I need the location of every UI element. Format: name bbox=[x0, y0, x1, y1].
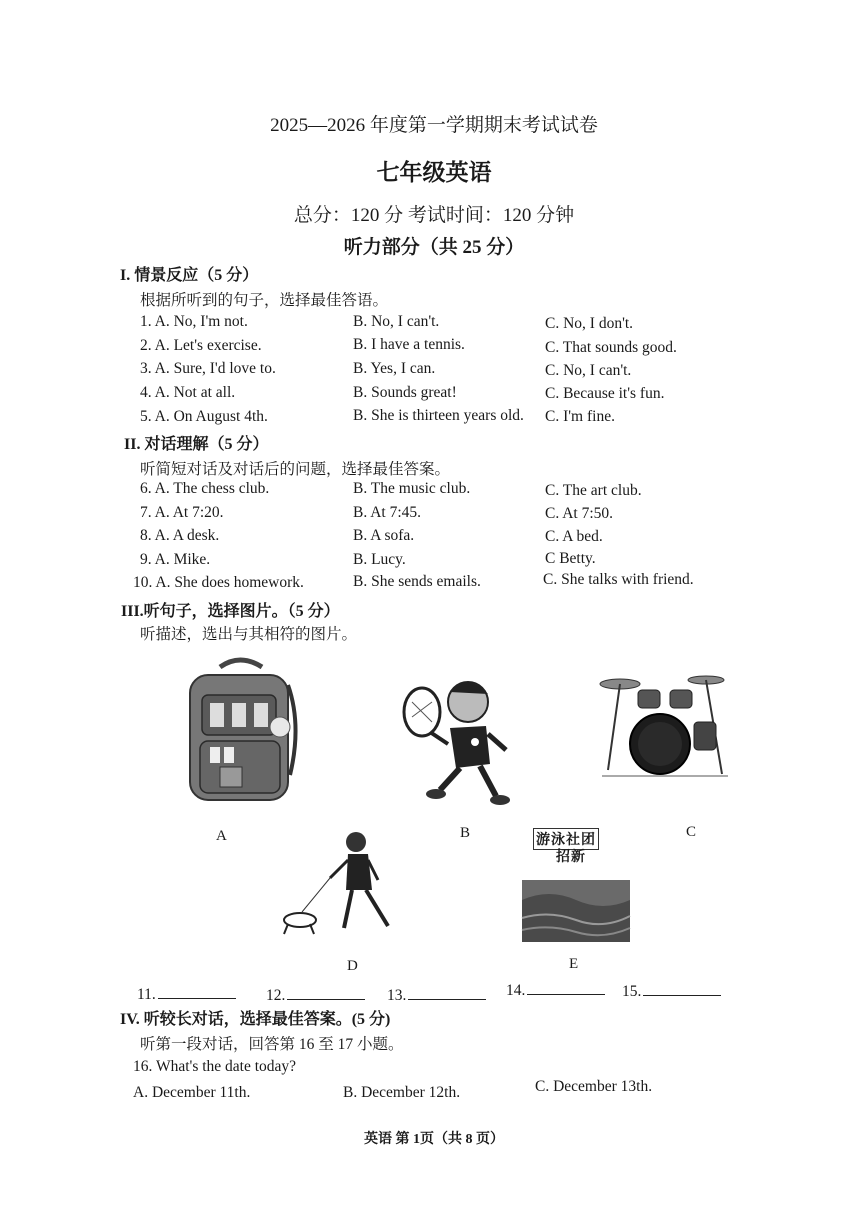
q16-question: 16. What's the date today? bbox=[133, 1058, 297, 1075]
section-1-instruction: 根据所听到的句子，选择最佳答语。 bbox=[140, 292, 389, 309]
q2-option-b: B. I have a tennis. bbox=[353, 336, 465, 353]
picture-label-e: E bbox=[569, 956, 579, 972]
q16-option-b: B. December 12th. bbox=[343, 1084, 461, 1101]
q9-option-c: C Betty. bbox=[545, 550, 596, 567]
backpack-picture bbox=[180, 655, 305, 805]
blank-number: 15. bbox=[622, 983, 642, 1000]
q5-option-c: C. I'm fine. bbox=[545, 408, 615, 425]
section-4-instruction: 听第一段对话，回答第 16 至 17 小题。 bbox=[140, 1036, 404, 1053]
q5-option-a: 5. A. On August 4th. bbox=[140, 408, 268, 425]
q7-option-b: B. At 7:45. bbox=[353, 504, 422, 521]
answer-blank-15[interactable] bbox=[622, 981, 721, 1001]
q1-option-b: B. No, I can't. bbox=[353, 313, 440, 330]
poster-title: 游泳社团 bbox=[533, 828, 599, 850]
blank-line bbox=[643, 981, 721, 996]
section-3-heading: III.听句子，选择图片。（5 分） bbox=[121, 603, 340, 620]
blank-line bbox=[527, 980, 605, 995]
blank-line bbox=[287, 985, 365, 1000]
section-2-heading: II. 对话理解（5 分） bbox=[124, 436, 269, 453]
picture-label-a: A bbox=[216, 828, 227, 844]
q7-option-c: C. At 7:50. bbox=[545, 505, 614, 522]
q4-option-c: C. Because it's fun. bbox=[545, 385, 665, 402]
blank-line bbox=[408, 985, 486, 1000]
q6-option-a: 6. A. The chess club. bbox=[140, 480, 270, 497]
poster-subtitle: 招新 bbox=[556, 849, 586, 865]
section-2-instruction: 听简短对话及对话后的问题，选择最佳答案。 bbox=[140, 461, 451, 478]
drum-kit-picture bbox=[598, 670, 733, 785]
page-footer: 英语 第 1页（共 8 页） bbox=[364, 1132, 504, 1147]
q8-option-b: B. A sofa. bbox=[353, 527, 415, 544]
q6-option-b: B. The music club. bbox=[353, 480, 471, 497]
blank-number: 13. bbox=[387, 987, 407, 1004]
answer-blank-13[interactable] bbox=[387, 985, 486, 1005]
q2-option-a: 2. A. Let's exercise. bbox=[140, 337, 262, 354]
swimming-pool-picture bbox=[522, 880, 630, 942]
section-3-instruction: 听描述，选出与其相符的图片。 bbox=[140, 626, 358, 643]
q1-option-c: C. No, I don't. bbox=[545, 315, 634, 332]
q2-option-c: C. That sounds good. bbox=[545, 339, 677, 356]
walking-dog-picture bbox=[278, 828, 408, 943]
picture-label-b: B bbox=[460, 825, 471, 841]
q16-option-c: C. December 13th. bbox=[535, 1078, 653, 1095]
q10-option-c: C. She talks with friend. bbox=[543, 571, 694, 588]
answer-blank-11[interactable] bbox=[137, 984, 236, 1004]
q8-option-c: C. A bed. bbox=[545, 528, 603, 545]
q6-option-c: C. The art club. bbox=[545, 482, 642, 499]
q3-option-c: C. No, I can't. bbox=[545, 362, 632, 379]
answer-blank-14[interactable] bbox=[506, 980, 605, 1000]
q9-option-a: 9. A. Mike. bbox=[140, 551, 211, 568]
blank-number: 12. bbox=[266, 987, 286, 1004]
q7-option-a: 7. A. At 7:20. bbox=[140, 504, 224, 521]
q16-option-a: A. December 11th. bbox=[133, 1084, 251, 1101]
subject-title: 七年级英语 bbox=[376, 160, 492, 185]
listening-part-title: 听力部分（共 25 分） bbox=[343, 237, 525, 258]
section-4-heading: IV. 听较长对话，选择最佳答案。(5 分) bbox=[120, 1011, 391, 1028]
score-time-line: 总分：120 分 考试时间：120 分钟 bbox=[293, 205, 575, 226]
q10-option-b: B. She sends emails. bbox=[353, 573, 481, 590]
blank-line bbox=[158, 984, 236, 999]
q4-option-b: B. Sounds great! bbox=[353, 384, 457, 401]
q5-option-b: B. She is thirteen years old. bbox=[353, 407, 524, 424]
exam-title: 2025—2026 年度第一学期期末考试试卷 bbox=[270, 115, 598, 136]
blank-number: 11. bbox=[137, 986, 156, 1003]
answer-blank-12[interactable] bbox=[266, 985, 365, 1005]
picture-label-c: C bbox=[686, 824, 697, 840]
q3-option-b: B. Yes, I can. bbox=[353, 360, 436, 377]
q10-option-a: 10. A. She does homework. bbox=[133, 574, 304, 591]
blank-number: 14. bbox=[506, 982, 526, 999]
section-1-heading: I. 情景反应（5 分） bbox=[120, 267, 259, 284]
tennis-player-picture bbox=[400, 672, 520, 807]
q4-option-a: 4. A. Not at all. bbox=[140, 384, 236, 401]
picture-label-d: D bbox=[347, 958, 358, 974]
q3-option-a: 3. A. Sure, I'd love to. bbox=[140, 360, 276, 377]
q9-option-b: B. Lucy. bbox=[353, 551, 406, 568]
q1-option-a: 1. A. No, I'm not. bbox=[140, 313, 248, 330]
q8-option-a: 8. A. A desk. bbox=[140, 527, 220, 544]
